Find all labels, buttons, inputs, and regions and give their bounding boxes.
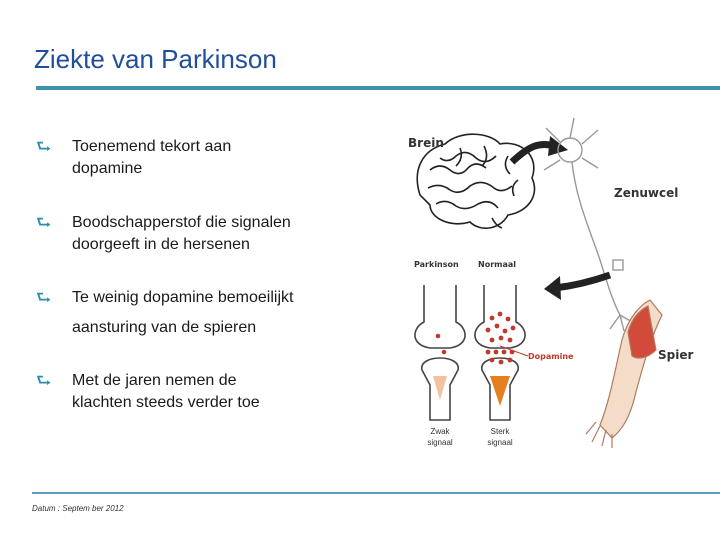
curved-arrow-icon: ⮑ bbox=[36, 371, 52, 390]
arrow-head bbox=[544, 276, 561, 300]
footer-date: Datum : Septem ber 2012 bbox=[32, 504, 124, 513]
illustration-svg bbox=[400, 100, 720, 460]
bullet-line: aansturing van de spieren bbox=[72, 319, 257, 336]
bullet-line: klachten steeds verder toe bbox=[72, 394, 260, 411]
footer-rule bbox=[32, 492, 720, 494]
dopamine-dots bbox=[486, 312, 516, 365]
dopamine-label: Dopamine bbox=[528, 352, 574, 361]
strong-signal-arrow bbox=[490, 376, 510, 406]
neuron-drawing bbox=[544, 118, 634, 331]
curved-arrow-icon: ⮑ bbox=[36, 213, 52, 232]
title-underline bbox=[36, 86, 720, 90]
weak-signal-label: Zwak signaal bbox=[427, 427, 453, 447]
nerve-label: Zenuwcel bbox=[614, 186, 679, 200]
bullet-line: Toenemend tekort aan bbox=[72, 138, 232, 155]
normal-label: Normaal bbox=[478, 260, 517, 269]
brain-label: Brein bbox=[408, 136, 444, 150]
parkinson-label: Parkinson bbox=[414, 260, 459, 269]
slide-title: Ziekte van Parkinson bbox=[34, 44, 277, 74]
bullet-line: doorgeeft in de hersenen bbox=[72, 236, 250, 253]
curved-arrow-icon: ⮑ bbox=[36, 137, 52, 156]
arrow-to-synapse bbox=[555, 275, 610, 288]
bullet-line: Te weinig dopamine bemoeilijkt bbox=[72, 289, 294, 306]
curved-arrow-icon: ⮑ bbox=[36, 288, 52, 307]
arm-drawing bbox=[586, 300, 662, 448]
muscle-label: Spier bbox=[658, 348, 694, 362]
strong-signal-label: Sterk signaal bbox=[487, 427, 513, 447]
parkinson-illustration bbox=[400, 100, 720, 460]
bullet-line: Boodschapperstof die signalen bbox=[72, 214, 291, 231]
bullet-line: Met de jaren nemen de bbox=[72, 372, 237, 389]
bullet-line: dopamine bbox=[72, 160, 143, 177]
